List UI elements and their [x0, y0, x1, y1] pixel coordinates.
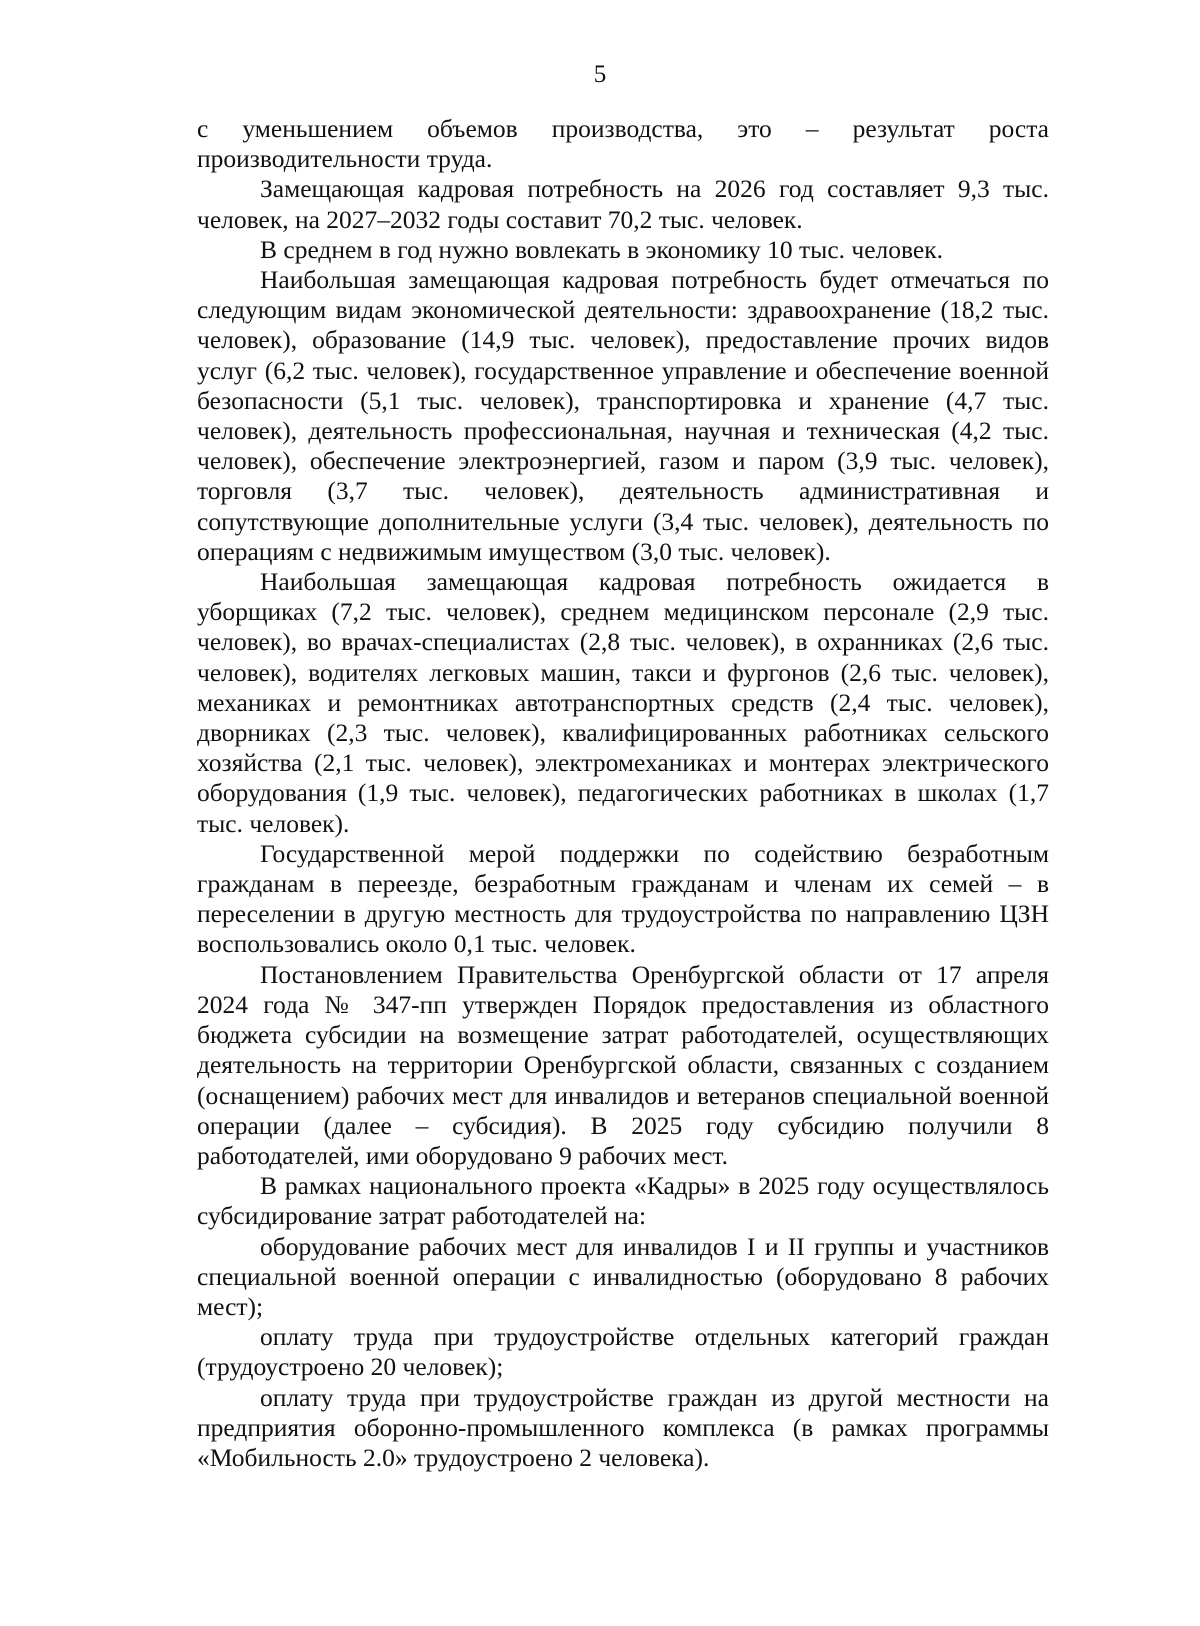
- list-item-workplace-equipment: оборудование рабочих мест для инвалидов I и II группы и участников специальной военной операции с инвалидностью (оборудовано 8 рабочих мест);: [197, 1231, 1049, 1321]
- paragraph-national-project: В рамках национального проекта «Кадры» в 2025 году осуществлялось субсидирование затрат работодателей на:: [197, 1171, 1049, 1231]
- document-body: [197, 114, 1049, 1473]
- paragraph-relocation-support: Государственной мерой поддержки по содействию безработным гражданам в переезде, безработным гражданам и членам их семей – в переселении в другую местность для трудоустройства по направлению ЦЗН воспользовались около 0,1 тыс. человек.: [197, 838, 1049, 959]
- paragraph-replacement-demand: Замещающая кадровая потребность на 2026 год составляет 9,3 тыс. человек, на 2027–2032 годы составит 70,2 тыс. человек.: [197, 174, 1049, 234]
- list-item-mobility-program: оплату труда при трудоустройстве граждан из другой местности на предприятия оборонно-промышленного комплекса (в рамках программы «Мобильность 2.0» трудоустроено 2 человека).: [197, 1382, 1049, 1472]
- paragraph-average-per-year: В среднем в год нужно вовлекать в экономику 10 тыс. человек.: [260, 234, 943, 264]
- list-item-wage-subsidy: оплату труда при трудоустройстве отдельных категорий граждан (трудоустроено 20 человек);: [197, 1322, 1049, 1382]
- paragraph-demand-by-profession: Наибольшая замещающая кадровая потребность ожидается в уборщиках (7,2 тыс. человек), среднем медицинском персонале (2,9 тыс. человек), во врачах-специалистах (2,8 тыс. человек), в охранниках (2,6 тыс. человек), водителях легковых машин, такси и фургонов (2,6 тыс. человек), механиках и ремонтниках автотранспортных средств (2,4 тыс. человек), дворниках (2,3 тыс. человек), квалифицированных работниках сельского хозяйства (2,1 тыс. человек), электромеханиках и монтерах электрического оборудования (1,9 тыс. человек), педагогических работниках в школах (1,7 тыс. человек).: [197, 567, 1049, 838]
- paragraph-government-resolution: Постановлением Правительства Оренбургской области от 17 апреля 2024 года № 347-пп утвержден Порядок предоставления из областного бюджета субсидии на возмещение затрат работодателей, осуществляющих деятельность на территории Оренбургской области, связанных с созданием (оснащением) рабочих мест для инвалидов и ветеранов специальной военной операции (далее – субсидия). В 2025 году субсидию получили 8 работодателей, ими оборудовано 9 рабочих мест.: [197, 959, 1049, 1170]
- paragraph-demand-by-activity: Наибольшая замещающая кадровая потребность будет отмечаться по следующим видам экономической деятельности: здравоохранение (18,2 тыс. человек), образование (14,9 тыс. человек), предоставление прочих видов услуг (6,2 тыс. человек), государственное управление и обеспечение военной безопасности (5,1 тыс. человек), транспортировка и хранение (4,7 тыс. человек), деятельность профессиональная, научная и техническая (4,2 тыс. человек), обеспечение электроэнергией, газом и паром (3,9 тыс. человек), торговля (3,7 тыс. человек), деятельность административная и сопутствующие дополнительные услуги (3,4 тыс. человек), деятельность по операциям с недвижимым имуществом (3,0 тыс. человек).: [197, 265, 1049, 566]
- paragraph-continuation: с уменьшением объемов производства, это – результат роста производительности труда.: [197, 114, 1049, 174]
- page-number: 5: [593, 61, 607, 88]
